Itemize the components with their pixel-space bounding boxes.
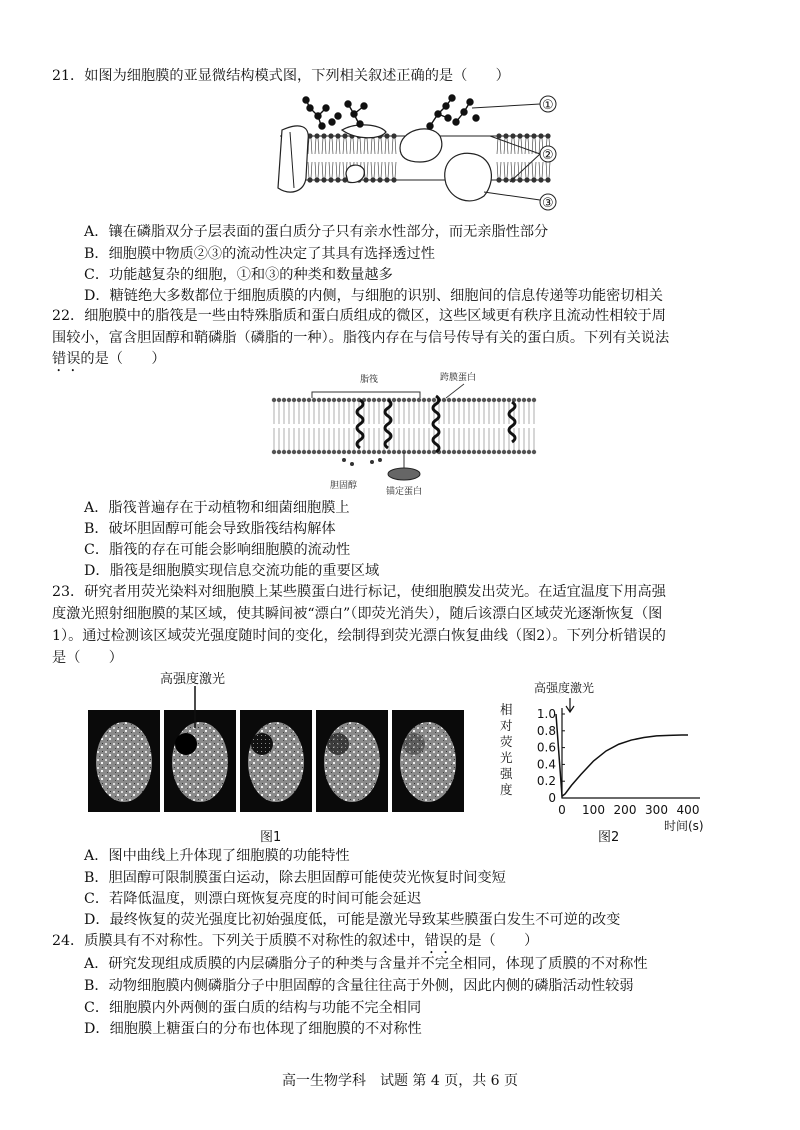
y-tick-label: 0.4 (536, 757, 556, 772)
y-axis-label-char: 相 (500, 702, 513, 717)
q23-option-d[interactable]: D．最终恢复的荧光强度比初始强度低，可能是激光导致某些膜蛋白发生不可逆的改变 (84, 912, 621, 928)
cholesterol-label: 胆固醇 (330, 481, 358, 491)
q21-option-d[interactable]: D．糖链绝大多数都位于细胞质膜的内侧，与细胞的识别、细胞间的信息传递等功能密切相关 (84, 288, 663, 304)
q21-option-b[interactable]: B．细胞膜中物质②③的流动性决定了其具有选择透过性 (84, 246, 435, 262)
emphasis-word: 错误 (424, 933, 454, 949)
q22-option-d[interactable]: D．脂筏是细胞膜实现信息交流功能的重要区域 (84, 563, 380, 579)
y-axis-label-char: 度 (500, 782, 513, 797)
q22-option-b[interactable]: B．破坏胆固醇可能会导致脂筏结构解体 (84, 521, 336, 537)
q21-option-c[interactable]: C．功能越复杂的细胞，①和③的种类和数量越多 (84, 267, 393, 283)
recovery-chart (494, 680, 724, 844)
q24-option-c[interactable]: C．细胞膜内外两侧的蛋白质的结构与功能不完全相同 (84, 1000, 422, 1016)
y-tick-label: 0 (548, 791, 556, 805)
q23-stem-line2: 度激光照射细胞膜的某区域，使其瞬间被“漂白”（即荧光消失），随后该漂白区域荧光逐渐恢复（图 (52, 606, 663, 622)
q22-option-c[interactable]: C．脂筏的存在可能会影响细胞膜的流动性 (84, 542, 351, 558)
q22-stem-line1: 22．细胞膜中的脂筏是一些由特殊脂质和蛋白质组成的微区，这些区域更有秩序且流动性相较于周 (52, 308, 666, 324)
x-tick-label: 100 (582, 803, 605, 817)
q23-option-c[interactable]: C．若降低温度，则漂白斑恢复亮度的时间可能会延迟 (84, 891, 422, 907)
y-tick-label: 0.2 (536, 774, 556, 789)
fig1-laser-label: 高强度激光 (160, 672, 226, 687)
x-axis-label: 时间(s) (664, 819, 704, 833)
emphasis-word: 错误 (52, 351, 81, 367)
raft-label: 脂筏 (360, 375, 379, 385)
recovery-curve (556, 714, 688, 796)
label-2: ② (542, 148, 554, 163)
q24-stem-post: 的是（ ） (453, 933, 539, 949)
q23-stem-line1: 23．研究者用荧光染料对细胞膜上某些膜蛋白进行标记，使细胞膜发出荧光。在适宜温度下用高强 (52, 584, 666, 600)
x-tick-label: 300 (645, 803, 668, 817)
q22-stem-line3 (52, 349, 166, 375)
fluorescence-cell-images (88, 686, 468, 812)
y-tick-label: 0.8 (536, 723, 556, 738)
q22-stem-tail: 的是（ ） (80, 351, 166, 367)
x-tick-label: 0 (558, 803, 566, 817)
q22-option-a[interactable]: A．脂筏普遍存在于动植物和细菌细胞膜上 (84, 500, 350, 516)
label-3: ③ (542, 196, 554, 211)
q24-stem-pre: 24．质膜具有不对称性。下列关于质膜不对称性的叙述中， (52, 933, 425, 949)
q22-stem-line2: 围较小，富含胆固醇和鞘磷脂（磷脂的一种）。脂筏内存在与信号传导有关的蛋白质。下列有关说法 (52, 330, 670, 346)
y-tick-label: 1.0 (536, 707, 556, 721)
x-tick-label: 200 (613, 803, 637, 817)
fig1-caption: 图1 (260, 830, 282, 845)
y-axis-label-char: 荧 (500, 734, 513, 749)
q24-option-d[interactable]: D．细胞膜上糖蛋白的分布也体现了细胞膜的不对称性 (84, 1021, 422, 1037)
label-1: ① (542, 98, 554, 113)
q21-option-a[interactable]: A．镶在磷脂双分子层表面的蛋白质分子只有亲水性部分，而无亲脂性部分 (84, 224, 549, 240)
fig2-caption: 图2 (598, 830, 620, 845)
transmembrane-label: 跨膜蛋白 (440, 373, 477, 383)
q24-option-a[interactable]: A．研究发现组成质膜的内层磷脂分子的种类与含量并不完全相同，体现了质膜的不对称性 (84, 956, 648, 972)
x-tick-label: 400 (676, 803, 700, 817)
y-axis-label-char: 光 (500, 750, 513, 765)
chart-title: 高强度激光 (534, 681, 595, 695)
lipid-raft-figure (268, 368, 538, 496)
y-tick-label: 0.6 (536, 740, 556, 755)
y-axis-label-char: 对 (500, 718, 513, 733)
q23-stem-line3: 1）。通过检测该区域荧光强度随时间的变化，绘制得到荧光漂白恢复曲线（图2）。下列分析错误的 (52, 628, 666, 644)
q23-option-b[interactable]: B．胆固醇可限制膜蛋白运动，除去胆固醇可能使荧光恢复时间变短 (84, 870, 506, 886)
cell-membrane-figure (260, 92, 570, 214)
page-footer: 高一生物学科 试题 第 4 页，共 6 页 (281, 1073, 519, 1089)
q23-option-a[interactable]: A．图中曲线上升体现了细胞膜的功能特性 (84, 848, 350, 864)
q23-stem-line4: 是（ ） (52, 650, 123, 666)
q21-stem: 21．如图为细胞膜的亚显微结构模式图，下列相关叙述正确的是（ ） (52, 68, 510, 84)
q24-option-b[interactable]: B．动物细胞膜内侧磷脂分子中胆固醇的含量往往高于外侧，因此内侧的磷脂活动性较弱 (84, 978, 634, 994)
y-axis-label-char: 强 (500, 766, 513, 781)
anchored-protein-label: 锚定蛋白 (386, 487, 423, 496)
